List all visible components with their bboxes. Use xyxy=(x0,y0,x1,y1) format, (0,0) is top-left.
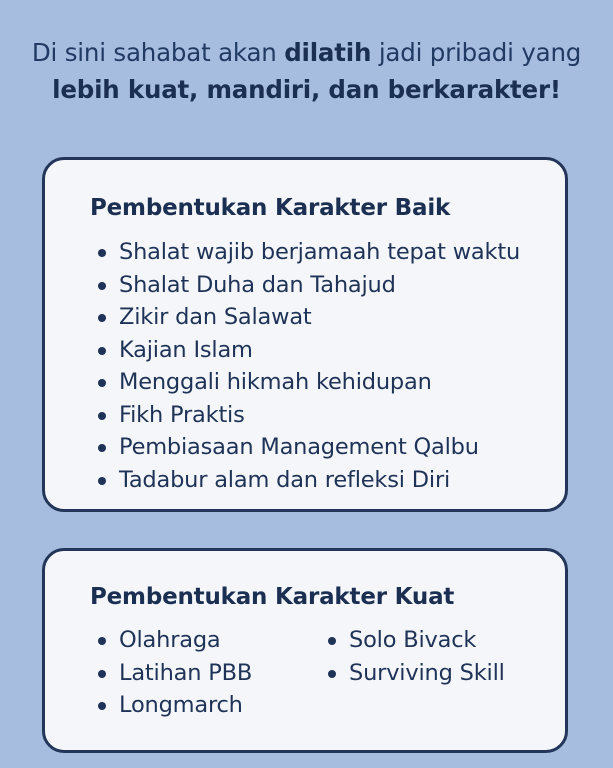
bullet-icon xyxy=(98,670,106,678)
list-item-label: Longmarch xyxy=(119,692,243,718)
list-item xyxy=(94,431,520,464)
card-title-baik: Pembentukan Karakter Baik xyxy=(90,195,451,221)
list-item xyxy=(94,399,520,432)
bullet-icon xyxy=(98,477,106,485)
list-item xyxy=(324,624,505,657)
list-item xyxy=(94,366,520,399)
list-item xyxy=(94,464,520,497)
list-karakter-kuat-left xyxy=(94,624,252,722)
list-item xyxy=(94,334,520,367)
list-item-label: Shalat Duha dan Tahajud xyxy=(119,271,396,298)
list-item xyxy=(324,657,505,690)
intro-bold-1: dilatih xyxy=(284,38,372,67)
bullet-icon xyxy=(98,347,106,355)
list-item xyxy=(94,624,252,657)
card-karakter-kuat xyxy=(42,548,568,753)
card-title-kuat: Pembentukan Karakter Kuat xyxy=(90,584,455,610)
intro-bold-2: lebih kuat, mandiri, dan berkarakter! xyxy=(52,75,561,104)
list-item-label: Olahraga xyxy=(119,627,221,653)
list-item xyxy=(94,301,520,334)
list-item-label: Solo Bivack xyxy=(349,627,477,653)
bullet-icon xyxy=(98,702,106,710)
list-item-label: Shalat wajib berjamaah tepat waktu xyxy=(119,239,521,265)
intro-part-2: jadi pribadi yang xyxy=(371,38,582,67)
list-item-label: Zikir dan Salawat xyxy=(119,304,312,330)
list-item-label: Menggali hikmah kehidupan xyxy=(119,369,432,395)
intro-text xyxy=(20,34,593,108)
bullet-icon xyxy=(98,412,106,420)
list-karakter-baik xyxy=(94,236,520,496)
list-item xyxy=(94,269,520,302)
list-item xyxy=(94,689,252,722)
bullet-icon xyxy=(328,670,336,678)
bullet-icon xyxy=(98,282,106,290)
card-karakter-baik xyxy=(42,157,568,512)
bullet-icon xyxy=(98,444,106,452)
list-item-label: Fikh Praktis xyxy=(119,401,245,428)
list-item-label: Pembiasaan Management Qalbu xyxy=(119,434,479,460)
list-item-label: Surviving Skill xyxy=(349,659,505,686)
bullet-icon xyxy=(98,314,106,322)
list-karakter-kuat-right xyxy=(324,624,505,689)
bullet-icon xyxy=(98,379,106,387)
list-item-label: Kajian Islam xyxy=(119,336,253,363)
bullet-icon xyxy=(98,637,106,645)
bullet-icon xyxy=(98,249,106,257)
bullet-icon xyxy=(328,637,336,645)
intro-part-1: Di sini sahabat akan xyxy=(31,38,285,67)
list-item xyxy=(94,657,252,690)
list-item-label: Tadabur alam dan refleksi Diri xyxy=(119,466,451,493)
list-item-label: Latihan PBB xyxy=(119,659,253,686)
list-item xyxy=(94,236,520,269)
